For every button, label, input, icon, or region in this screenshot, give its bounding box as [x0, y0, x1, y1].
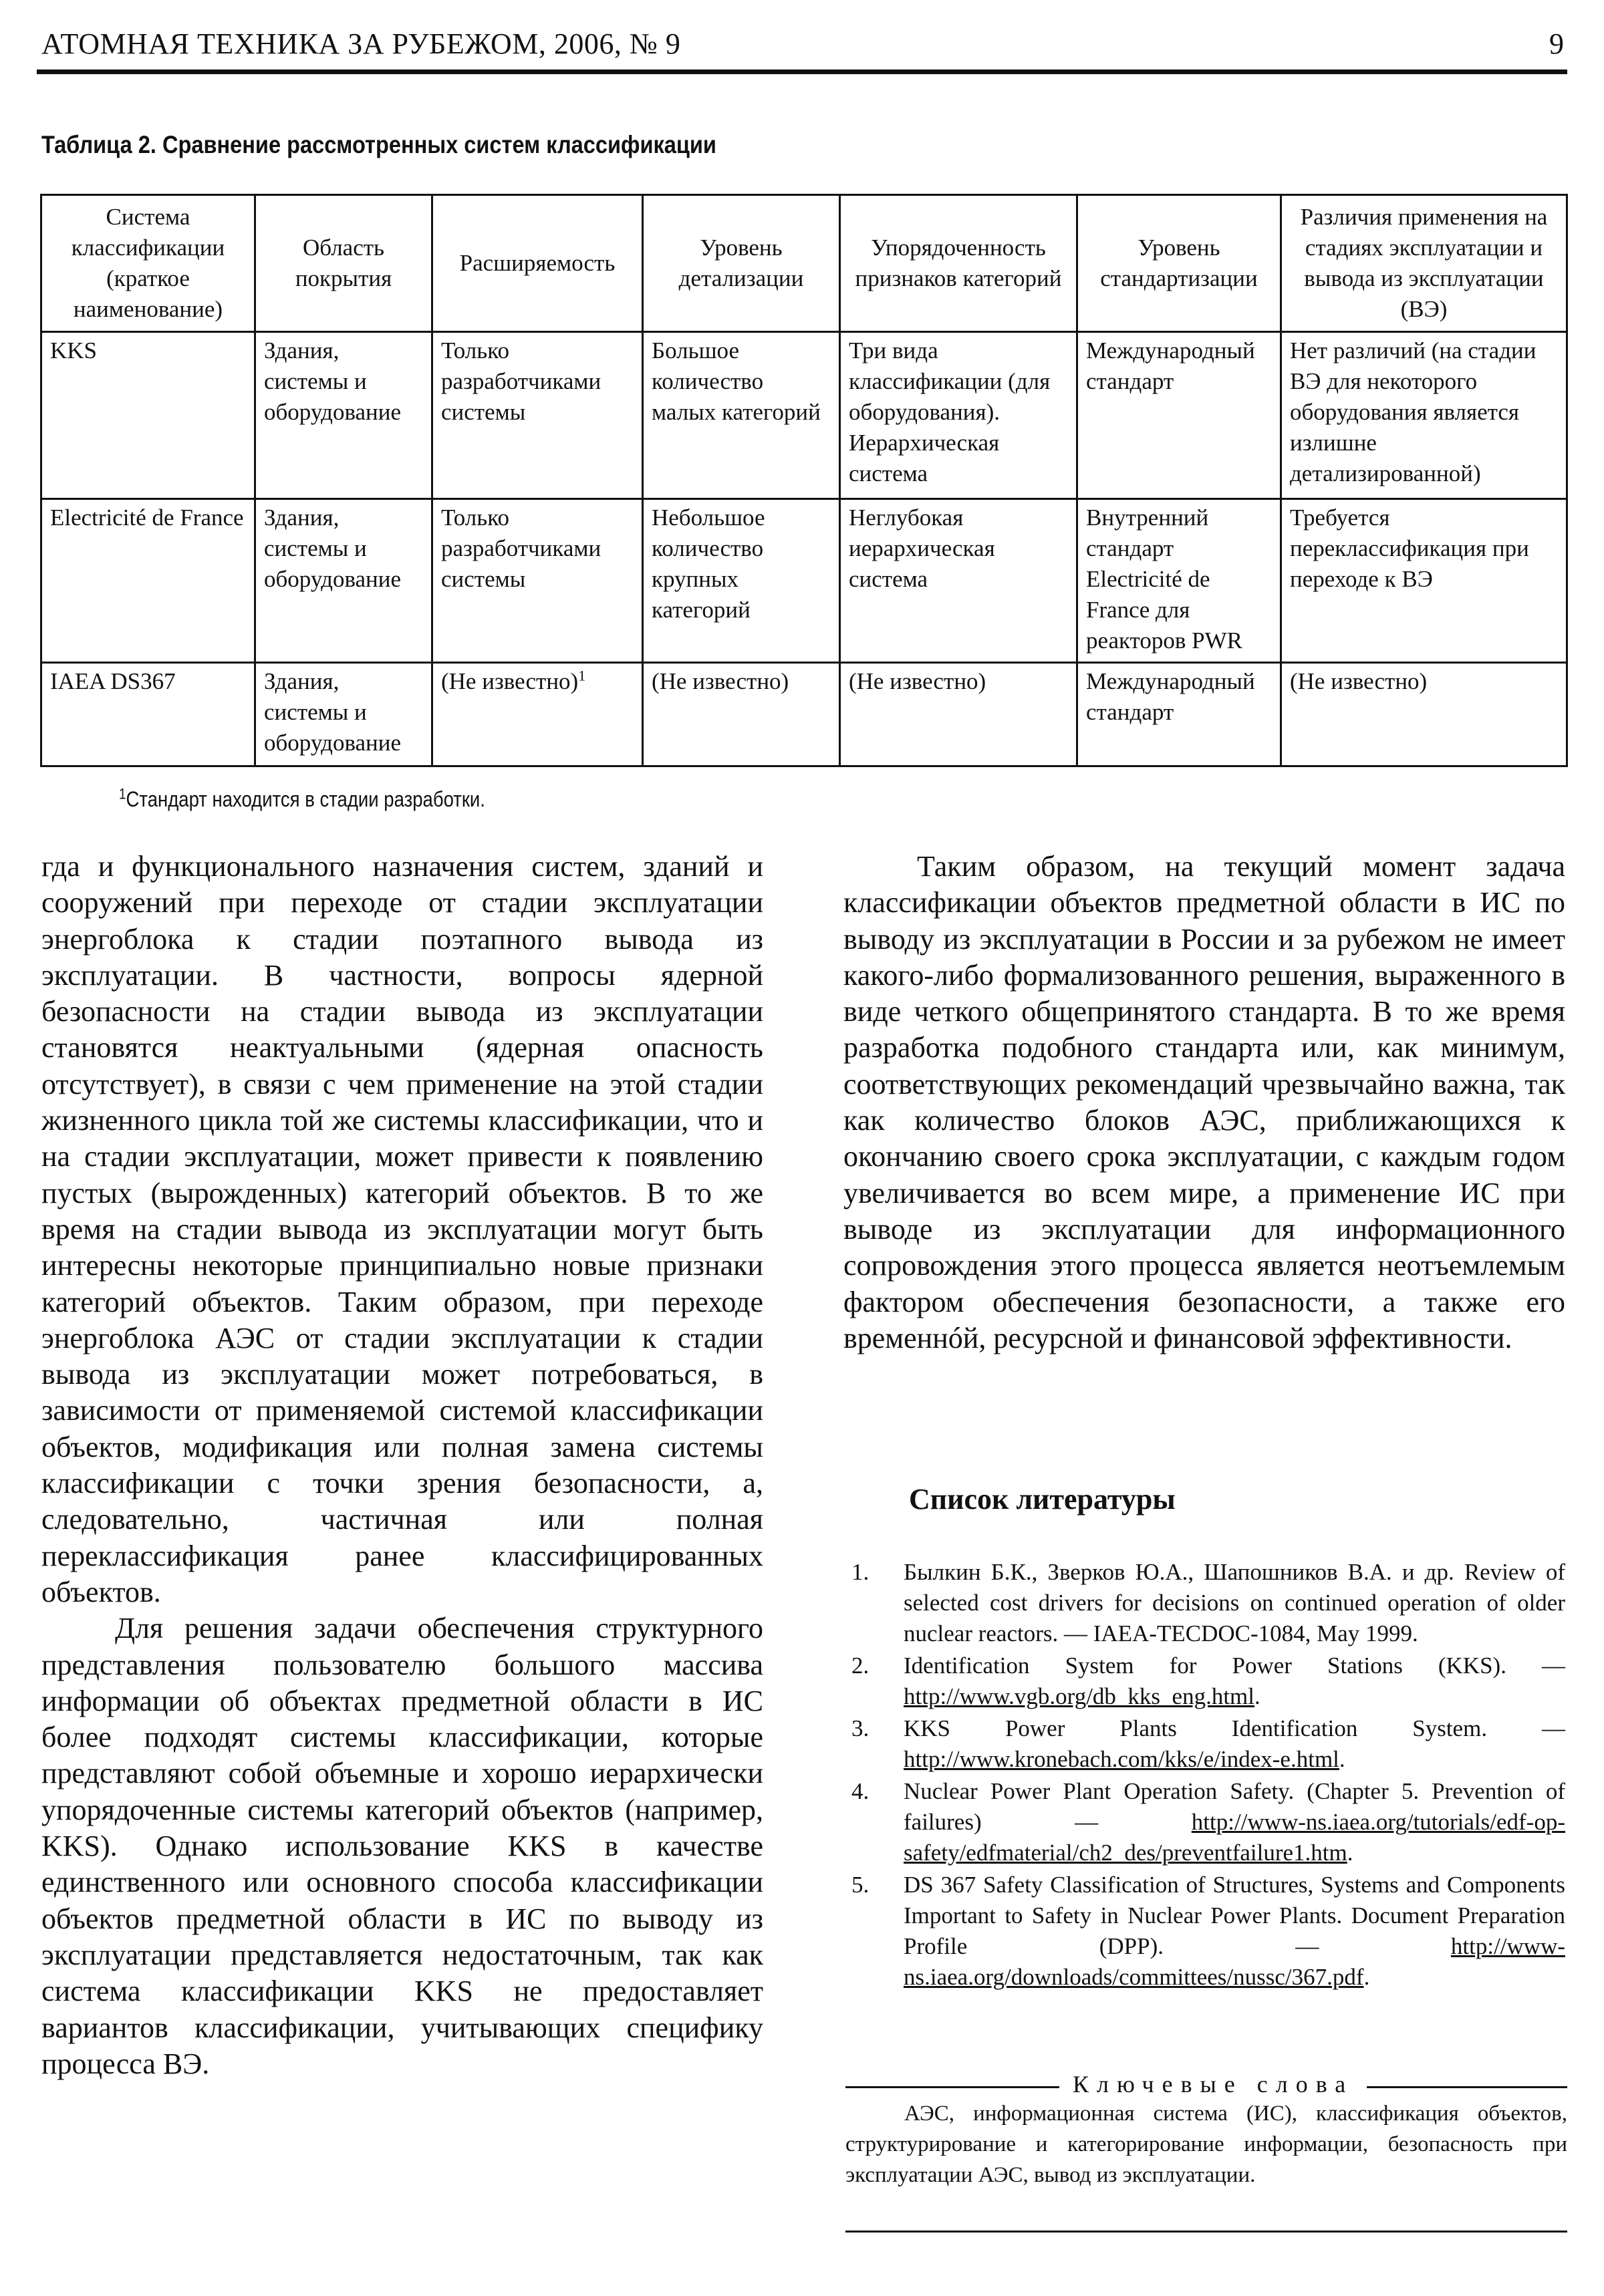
- body-column-right: [843, 849, 1565, 1356]
- cell-extensibility-text: Только разработчиками системы: [441, 505, 602, 592]
- reference-text: Былкин Б.К., Зверков Ю.А., Шапошников В.А. и др. Review of selected cost drivers for decisions on continued operation of older nuclear reactors. — IAEA-TECDOC-1084, May 1999.: [904, 1559, 1565, 1646]
- reference-link[interactable]: http://www-ns.iaea.org/downloads/committees/nussc/367.pdf: [904, 1933, 1565, 1990]
- reference-number: 4.: [851, 1778, 870, 1804]
- references-list: [843, 1557, 1565, 1994]
- footnote-ref: 1: [578, 667, 586, 684]
- body-column-left: [41, 849, 763, 2082]
- cell-coverage: Здания, системы и оборудование: [255, 499, 432, 663]
- cell-differences: (Не известно): [1281, 663, 1567, 766]
- cell-extensibility: [432, 332, 643, 499]
- header-ordering: Упорядоченность признаков категорий: [840, 195, 1077, 332]
- cell-extensibility-text: (Не известно): [441, 668, 579, 694]
- running-head: [41, 27, 1564, 67]
- table-row: [41, 499, 1567, 663]
- cell-ordering: Неглубокая иерархическая система: [840, 499, 1077, 663]
- header-standardization: Уровень стандартизации: [1077, 195, 1281, 332]
- reference-tail: .: [1254, 1683, 1260, 1709]
- cell-detail: (Не известно): [643, 663, 840, 766]
- comparison-table: [40, 194, 1568, 767]
- header-rule: [37, 69, 1567, 74]
- cell-coverage: Здания, системы и оборудование: [255, 663, 432, 766]
- reference-number: 2.: [851, 1653, 870, 1679]
- reference-link[interactable]: http://www.kronebach.com/kks/e/index-e.html: [904, 1746, 1339, 1772]
- cell-differences: Требуется переклассификация при переходе к ВЭ: [1281, 499, 1567, 663]
- header-differences: Различия применения на стадиях эксплуатации и вывода из эксплуатации (ВЭ): [1281, 195, 1567, 332]
- header-system: Система классификации (краткое наименование): [41, 195, 255, 332]
- reference-item: [843, 1651, 1565, 1712]
- table-row: [41, 663, 1567, 766]
- keywords-bottom-rule: [845, 2231, 1567, 2233]
- header-coverage: Область покрытия: [255, 195, 432, 332]
- reference-item: [843, 1713, 1565, 1775]
- cell-detail: Большое количество малых категорий: [643, 332, 840, 499]
- reference-text: KKS Power Plants Identification System. —: [904, 1715, 1565, 1741]
- reference-number: 1.: [851, 1559, 870, 1585]
- reference-item: [843, 1776, 1565, 1868]
- reference-item: [843, 1557, 1565, 1649]
- cell-ordering: (Не известно): [840, 663, 1077, 766]
- cell-system: Electricité de France: [41, 499, 255, 663]
- cell-standardization: Международный стандарт: [1077, 332, 1281, 499]
- cell-detail: Небольшое количество крупных категорий: [643, 499, 840, 663]
- cell-extensibility: [432, 663, 643, 766]
- keywords-text: АЭС, информационная система (ИС), классификация объектов, структурирование и категорирование информации, безопасность при эксплуатации АЭС, вывод из эксплуатации.: [845, 2102, 1567, 2187]
- reference-text: Nuclear Power Plant Operation Safety. (Chapter 5. Prevention of failures) —: [904, 1778, 1565, 1835]
- keywords-label: Ключевые слова: [1073, 2071, 1354, 2098]
- cell-ordering: Три вида классификации (для оборудования). Иерархическая система: [840, 332, 1077, 499]
- cell-differences: Нет различий (на стадии ВЭ для некоторого оборудования является излишне детализированной): [1281, 332, 1567, 499]
- paragraph: Для решения задачи обеспечения структурного представления пользователю большого массива информации об объектах предметной области в ИС более подходят системы классификации, которые представляют собой объемные и хорошо иерархически упорядоченные системы категорий объектов (например, KKS). Однако использование KKS в качестве единственного или основного способа классификации объектов предметной области в ИС по выводу из эксплуатации представляется недостаточным, так как система классификации KKS не предоставляет вариантов классификации, учитывающих специфику процесса ВЭ.: [41, 1612, 763, 2080]
- table-caption: Таблица 2. Сравнение рассмотренных систем классификации: [41, 131, 716, 158]
- reference-link[interactable]: http://www.vgb.org/db_kks_eng.html: [904, 1683, 1254, 1709]
- cell-extensibility-text: Только разработчиками системы: [441, 337, 602, 425]
- header-extensibility: Расширяемость: [432, 195, 643, 332]
- cell-system: KKS: [41, 332, 255, 499]
- paragraph: гда и функционального назначения систем, зданий и сооружений при переходе от стадии эксплуатации энергоблока к стадии поэтапного вывода из эксплуатации. В частности, вопросы ядерной безопасности на стадии вывода из эксплуатации становятся неактуальными (ядерная опасность отсутствует), в связи с чем применение на этой стадии жизненного цикла той же системы классификации, что и на стадии эксплуатации, может привести к появлению пустых (вырожденных) категорий объектов. В то же время на стадии вывода из эксплуатации могут быть интересны некоторые принципиально новые признаки категорий объектов. Таким образом, при переходе энергоблока АЭС от стадии эксплуатации к стадии вывода из эксплуатации может потребоваться, в зависимости от применяемой системой классификации объектов, модификация или полная замена системы классификации с точки зрения безопасности, а, следовательно, частичная или полная переклассификация ранее классифицированных объектов.: [41, 850, 763, 1608]
- cell-coverage: Здания, системы и оборудование: [255, 332, 432, 499]
- reference-text: Identification System for Power Stations (KKS). —: [904, 1653, 1565, 1679]
- reference-item: [843, 1870, 1565, 1993]
- reference-tail: .: [1347, 1840, 1353, 1866]
- paragraph: Таким образом, на текущий момент задача классификации объектов предметной области в ИС по выводу из эксплуатации в России и за рубежом не имеет какого-либо формализованного решения, выраженного в виде четкого общепринятого стандарта. В то же время разработка подобного стандарта или, как минимум, соответствующих рекомендаций чрезвычайно важна, так как количество блоков АЭС, приближающихся к окончанию своего срока эксплуатации, с каждым годом увеличивается во всем мире, а применение ИС при выводе из эксплуатации для информационного сопровождения этого процесса является неотъемлемым фактором обеспечения безопасности, а также его временнóй, ресурсной и финансовой эффективности.: [843, 850, 1565, 1354]
- references-heading: Список литературы: [909, 1483, 1176, 1516]
- reference-tail: .: [1363, 1964, 1370, 1990]
- reference-link[interactable]: http://www-ns.iaea.org/tutorials/edf-op-safety/edfmaterial/ch2_des/preventfailure1.htm: [904, 1809, 1565, 1866]
- header-detail: Уровень детализации: [643, 195, 840, 332]
- reference-tail: .: [1339, 1746, 1345, 1772]
- cell-system: IAEA DS367: [41, 663, 255, 766]
- table-row: [41, 332, 1567, 499]
- page-number: 9: [1549, 27, 1564, 60]
- reference-number: 5.: [851, 1872, 870, 1898]
- keywords-rule-left: [845, 2086, 1059, 2088]
- table-header-row: [41, 195, 1567, 332]
- table-footnote: [119, 787, 485, 812]
- cell-standardization: Внутренний стандарт Electricité de France для реакторов PWR: [1077, 499, 1281, 663]
- footnote-text: Стандарт находится в стадии разработки.: [126, 787, 485, 811]
- journal-title: АТОМНАЯ ТЕХНИКА ЗА РУБЕЖОМ, 2006, № 9: [41, 27, 681, 60]
- cell-extensibility: [432, 499, 643, 663]
- reference-number: 3.: [851, 1715, 870, 1741]
- reference-text: DS 367 Safety Classification of Structures, Systems and Components Important to Safety in Nuclear Power Plants. Document Preparation Profile (DPP). —: [904, 1872, 1565, 1959]
- footnote-mark: 1: [119, 785, 126, 803]
- keywords-block: [845, 2098, 1567, 2190]
- cell-standardization: Международный стандарт: [1077, 663, 1281, 766]
- keywords-rule-right: [1367, 2086, 1567, 2088]
